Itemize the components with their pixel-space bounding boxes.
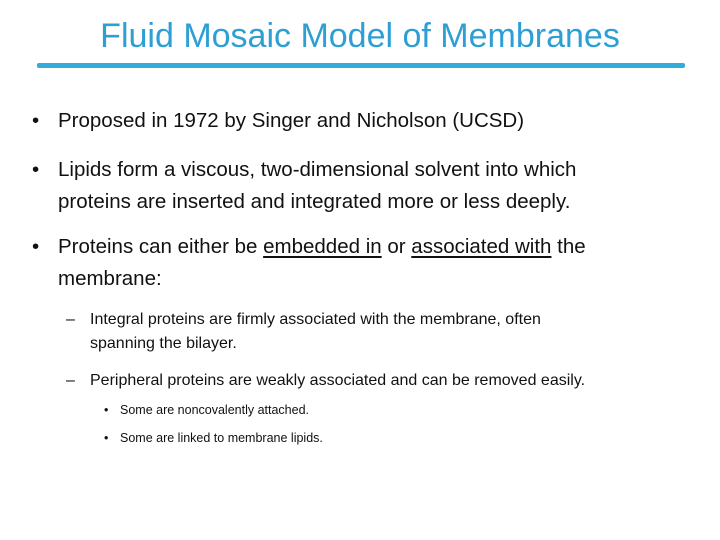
sub-bullet-text-line: Peripheral proteins are weakly associated and can be removed easily. bbox=[90, 372, 586, 389]
bullet-dot-icon: • bbox=[32, 235, 40, 258]
bullet-text-line: proteins are inserted and integrated more or less deeply. bbox=[58, 190, 571, 213]
bullet-item bbox=[32, 154, 577, 218]
sub-bullet-item bbox=[66, 308, 541, 356]
sub-sub-bullet-item bbox=[104, 429, 323, 447]
title-underline-rule bbox=[37, 63, 685, 68]
bullet-text: the bbox=[551, 235, 586, 258]
sub-bullet-text-line: Integral proteins are firmly associated with the membrane, often bbox=[90, 311, 541, 328]
dash-bullet-icon: – bbox=[66, 372, 75, 389]
bullet-text-line: membrane: bbox=[58, 267, 162, 290]
sub-bullet-text-line: spanning the bilayer. bbox=[90, 335, 237, 352]
bullet-dot-icon: • bbox=[32, 158, 40, 181]
emphasis-embedded-in: embedded in bbox=[263, 235, 382, 258]
bullet-item bbox=[32, 105, 525, 137]
bullet-text: or bbox=[381, 235, 412, 258]
slide-title: Fluid Mosaic Model of Membranes bbox=[100, 17, 620, 55]
sub-sub-bullet-text: Some are linked to membrane lipids. bbox=[120, 431, 323, 445]
bullet-dot-icon: • bbox=[104, 403, 109, 417]
emphasis-associated-with: associated with bbox=[411, 235, 552, 258]
bullet-text-line bbox=[58, 231, 586, 263]
bullet-item bbox=[32, 231, 586, 295]
bullet-text: Proposed in 1972 by Singer and Nicholson (UCSD) bbox=[58, 109, 525, 132]
sub-sub-bullet-text: Some are noncovalently attached. bbox=[120, 403, 310, 417]
bullet-dot-icon: • bbox=[32, 109, 40, 132]
bullet-text-line: Lipids form a viscous, two-dimensional solvent into which bbox=[58, 158, 577, 181]
bullet-dot-icon: • bbox=[104, 431, 109, 445]
dash-bullet-icon: – bbox=[66, 311, 75, 328]
sub-sub-bullet-item bbox=[104, 401, 310, 419]
bullet-text: Proteins can either be bbox=[58, 235, 264, 258]
sub-bullet-item bbox=[66, 369, 586, 393]
